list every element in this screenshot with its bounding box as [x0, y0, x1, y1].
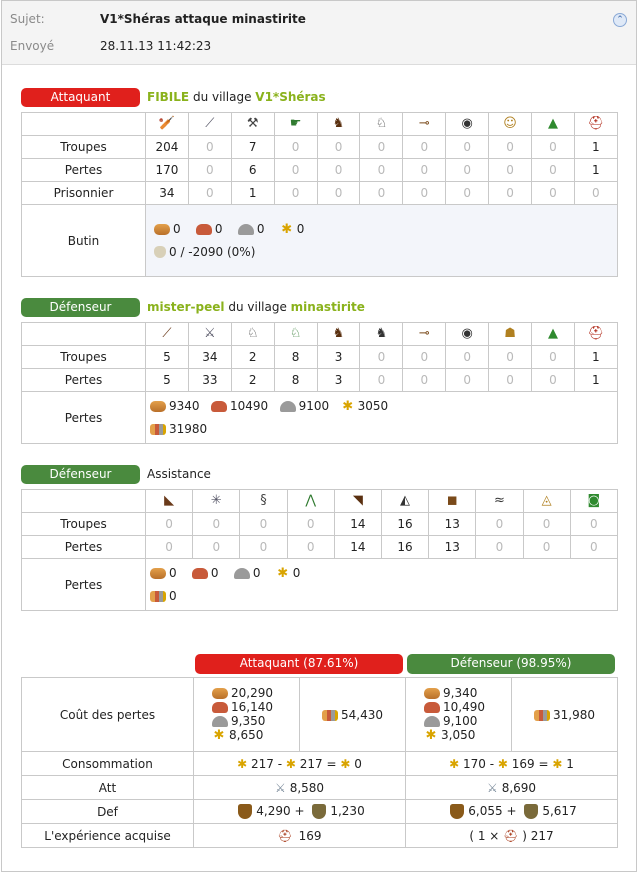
boar-icon: [334, 490, 381, 513]
def-cost-wood: 9,340: [443, 686, 478, 701]
def-loss-wood: 9340: [169, 399, 200, 414]
unit-count: 1: [231, 182, 274, 205]
attacker-row-troops: [22, 136, 618, 159]
def-loss-iron: 9100: [298, 399, 330, 414]
assistance-unit-icons-row: [22, 490, 618, 513]
defender-row-losses: [22, 369, 618, 392]
scout-icon: [274, 113, 317, 136]
def-cost-clay: 10,490: [443, 700, 485, 715]
scout-icon-glyph: ☛: [289, 116, 302, 131]
crop-consumption-icon: ✱: [237, 756, 248, 771]
att-cost-clay: 16,140: [231, 700, 273, 715]
unit-count: 0: [489, 346, 532, 369]
wood-icon: [150, 401, 166, 412]
unit-count: 14: [334, 536, 381, 559]
defender-row-troops: [22, 346, 618, 369]
iron-icon: [238, 224, 254, 235]
unit-count: 0: [146, 513, 193, 536]
all-resources-icon: [534, 710, 550, 721]
chieftain-icon: [489, 323, 532, 346]
unit-count: 0: [360, 159, 403, 182]
unit-count: 0: [570, 513, 617, 536]
unit-count: 0: [287, 513, 334, 536]
unit-count: 3: [317, 346, 360, 369]
crop-consumption-icon: ✱: [285, 756, 296, 771]
summary-cost-row: [22, 678, 618, 752]
assistance-role-badge: Défenseur: [21, 465, 140, 484]
xp-label: L'expérience acquise: [22, 824, 194, 848]
unit-count: 0: [287, 536, 334, 559]
all-resources-icon: [322, 710, 338, 721]
unit-count: 34: [188, 346, 231, 369]
unit-count: 0: [574, 182, 617, 205]
sent-label: Envoyé: [10, 39, 55, 53]
assistance-title: Assistance: [147, 467, 211, 481]
def-def-a: 6,055: [468, 804, 503, 818]
rat-icon: [146, 490, 193, 513]
unit-count: 0: [193, 536, 240, 559]
snake-icon: [240, 490, 287, 513]
paladin-icon: [317, 113, 360, 136]
snake-icon-glyph: §: [260, 493, 267, 508]
consumption-label: Consommation: [22, 752, 194, 776]
unit-count: 0: [193, 513, 240, 536]
att-cost-wood: 20,290: [231, 686, 273, 701]
def-loss-crop: 3050: [357, 399, 389, 414]
summary-consumption-row: [22, 752, 618, 776]
unit-count: 0: [476, 513, 523, 536]
att-cons-r: 0: [354, 756, 362, 771]
unit-count: 13: [429, 513, 476, 536]
infantry-defense-icon: [238, 804, 252, 819]
bat-icon-glyph: ⋀: [305, 493, 316, 508]
unit-count: 0: [446, 136, 489, 159]
def-xp-pre: ( 1 ×: [469, 828, 500, 843]
unit-count: 1: [574, 369, 617, 392]
attacker-headline: [147, 90, 326, 104]
defender-headline: [147, 300, 365, 314]
assistance-troops-table: [21, 489, 618, 611]
unit-count: 16: [381, 536, 428, 559]
iron-icon: [280, 401, 296, 412]
unit-count: 0: [317, 159, 360, 182]
unit-count: 0: [532, 159, 575, 182]
theutates-thunder-icon-glyph: ♘: [289, 326, 302, 341]
haeduan-icon: [360, 323, 403, 346]
crop-consumption-icon: ✱: [497, 756, 508, 771]
attacker-booty-row: [22, 205, 618, 277]
clay-icon: [211, 401, 227, 412]
hero-helmet-icon: ⛑: [503, 828, 519, 843]
swordsman-icon-glyph: ⚔: [204, 326, 216, 341]
summary-defender-header: Défenseur (98.95%): [407, 654, 615, 674]
unit-count: 34: [146, 182, 189, 205]
def-cost-total: 31,980: [553, 707, 595, 722]
summary-def-row: [22, 800, 618, 824]
attacker-row-prisoners: [22, 182, 618, 205]
empty-cell: [22, 113, 146, 136]
club-icon-glyph: 🏏: [158, 116, 176, 131]
druidrider-icon-glyph: ♞: [332, 326, 345, 341]
unit-count: 1: [574, 136, 617, 159]
unit-count: 2: [231, 346, 274, 369]
tiger-icon: [523, 490, 570, 513]
att-attack-value: 8,580: [289, 780, 325, 795]
def-cost-iron: 9,100: [443, 714, 478, 729]
unit-count: 0: [532, 369, 575, 392]
unit-count: 0: [188, 136, 231, 159]
unit-count: 0: [403, 136, 446, 159]
unit-count: 5: [146, 346, 189, 369]
bear-icon: [429, 490, 476, 513]
defender-troops-table: [21, 322, 618, 444]
cavalry-defense-icon: [524, 804, 538, 819]
infantry-defense-icon: [450, 804, 464, 819]
crop-consumption-icon: ✱: [552, 756, 563, 771]
attacker-row-losses: [22, 159, 618, 182]
crop-icon: ✱: [281, 221, 293, 237]
attacker-unit-icons-row: [22, 113, 618, 136]
elephant-icon-glyph: ◙: [587, 493, 601, 508]
defender-losses-cell: [146, 392, 618, 444]
catapult-icon: [446, 113, 489, 136]
unit-count: 0: [317, 136, 360, 159]
unit-count: 0: [360, 136, 403, 159]
def-attack-value-cell: [406, 776, 618, 800]
tiger-icon-glyph: ◬: [541, 493, 552, 508]
unit-count: 0: [188, 159, 231, 182]
def-cons-a: 170: [463, 756, 486, 771]
unit-count: 0: [274, 136, 317, 159]
unit-count: 8: [274, 346, 317, 369]
crop-icon: ✱: [342, 398, 354, 414]
chieftain-icon-glyph: ☗: [504, 326, 516, 341]
unit-count: 0: [446, 369, 489, 392]
unit-count: 0: [240, 513, 287, 536]
elephant-icon: [570, 490, 617, 513]
sent-date: 28.11.13 11:42:23: [100, 39, 212, 53]
iron-icon: [234, 568, 250, 579]
hero-icon: [574, 113, 617, 136]
ram-icon: [403, 113, 446, 136]
unit-count: 0: [274, 159, 317, 182]
att-xp-cell: [194, 824, 406, 848]
hero-icon: [574, 323, 617, 346]
unit-count: 0: [446, 182, 489, 205]
defender-losses-label: Pertes: [22, 392, 146, 444]
def-cost-resources: [406, 678, 512, 752]
unit-count: 0: [360, 369, 403, 392]
att-cons-b: 217: [299, 756, 323, 771]
paladin-icon-glyph: ♞: [332, 116, 345, 131]
spider-icon: [193, 490, 240, 513]
iron-icon: [424, 716, 440, 727]
booty-wood: 0: [173, 222, 181, 237]
att-def-b: 1,230: [330, 804, 365, 818]
crop-consumption-icon: ✱: [340, 756, 351, 771]
report-subject: V1*Shéras attaque minastirite: [100, 12, 306, 26]
all-resources-icon: [150, 591, 166, 602]
unit-count: 1: [574, 346, 617, 369]
attacker-village-prefix: du village: [192, 90, 252, 104]
att-cost-iron: 9,350: [231, 714, 266, 729]
crocodile-icon: [476, 490, 523, 513]
booty-cell: [146, 205, 618, 277]
phalanx-icon: [146, 323, 189, 346]
phalanx-icon-glyph: ⟋: [162, 326, 172, 341]
bear-icon-glyph: ◼: [446, 493, 458, 508]
unit-count: 0: [446, 346, 489, 369]
theutates-thunder-icon: [274, 323, 317, 346]
def-cost-crop: 3,050: [441, 728, 476, 743]
ast-loss-crop: 0: [292, 566, 301, 581]
att-xp: 169: [298, 828, 322, 843]
unit-count: 0: [188, 182, 231, 205]
row-label: Pertes: [22, 369, 146, 392]
ast-loss-clay: 0: [210, 566, 219, 581]
unit-count: 0: [532, 346, 575, 369]
unit-count: 0: [489, 369, 532, 392]
crop-consumption-icon: ✱: [449, 756, 460, 771]
unit-count: 0: [403, 346, 446, 369]
att-cost-crop: 8,650: [229, 728, 264, 743]
empty-cell: [22, 490, 146, 513]
crocodile-icon-glyph: ≈: [493, 493, 505, 508]
def-cost-total-cell: [512, 678, 618, 752]
def-label: Def: [22, 800, 194, 824]
unit-count: 0: [403, 369, 446, 392]
unit-count: 0: [489, 182, 532, 205]
def-cons-r: 1: [566, 756, 574, 771]
axe-icon: [231, 113, 274, 136]
attacker-village-link[interactable]: V1*Shéras: [255, 90, 326, 104]
settler-icon-glyph: ▲: [547, 116, 558, 131]
unit-count: 170: [146, 159, 189, 182]
def-consumption: ✱ 170 - ✱ 169 = ✱ 1: [406, 752, 618, 776]
def-attack-value: 8,690: [501, 780, 537, 795]
crop-icon: ✱: [213, 727, 225, 743]
assistance-row-losses: [22, 536, 618, 559]
spear-icon: [188, 113, 231, 136]
summary-table: [21, 677, 618, 848]
booty-iron: 0: [256, 222, 265, 237]
att-cost-total-cell: [300, 678, 406, 752]
clay-icon: [196, 224, 212, 235]
iron-icon: [212, 716, 228, 727]
swordsman-icon: [188, 323, 231, 346]
wood-icon: [150, 568, 166, 579]
ast-loss-total: 0: [169, 588, 177, 603]
catapult-icon-glyph: ◉: [461, 116, 473, 131]
unit-count: 0: [532, 182, 575, 205]
trebuchet-icon: [446, 323, 489, 346]
bat-icon: [287, 490, 334, 513]
defender-role-badge: Défenseur: [21, 298, 140, 317]
unit-count: 0: [146, 536, 193, 559]
hero-icon-glyph: ⛑: [587, 116, 605, 131]
assistance-losses-row: [22, 559, 618, 611]
unit-count: 0: [240, 536, 287, 559]
ram-icon-glyph: ⊸: [418, 116, 430, 131]
assistance-losses-cell: [146, 559, 618, 611]
crop-icon: ✱: [277, 565, 289, 581]
rat-icon-glyph: ◣: [164, 493, 175, 508]
unit-count: 0: [570, 536, 617, 559]
row-label: Pertes: [22, 159, 146, 182]
attacker-role-badge: Attaquant: [21, 88, 140, 107]
row-label: Pertes: [22, 536, 146, 559]
defender-unit-icons-row: [22, 323, 618, 346]
unit-count: 33: [188, 369, 231, 392]
crossed-swords-icon: ⚔: [486, 780, 498, 795]
teutonic-knight-icon-glyph: ♘: [375, 116, 388, 131]
unit-count: 0: [360, 346, 403, 369]
ram-icon: [403, 323, 446, 346]
unit-count: 0: [523, 513, 570, 536]
assistance-losses-label: Pertes: [22, 559, 146, 611]
wolf-icon: [381, 490, 428, 513]
ast-loss-iron: 0: [252, 566, 261, 581]
collapse-toggle-icon[interactable]: ⌃: [613, 13, 627, 27]
unit-count: 0: [360, 182, 403, 205]
settler-icon-glyph: ▲: [547, 326, 558, 341]
unit-count: 14: [334, 513, 381, 536]
booty-clay: 0: [214, 222, 223, 237]
unit-count: 8: [274, 369, 317, 392]
attacker-player-link[interactable]: FIBILE: [147, 90, 190, 104]
row-label: Prisonnier: [22, 182, 146, 205]
settler-icon: [532, 113, 575, 136]
clay-icon: [424, 702, 440, 713]
unit-count: 204: [146, 136, 189, 159]
druidrider-icon: [317, 323, 360, 346]
unit-count: 0: [403, 159, 446, 182]
unit-count: 5: [146, 369, 189, 392]
def-def-b: 5,617: [542, 804, 577, 818]
defender-player-link[interactable]: mister-peel: [147, 300, 225, 314]
unit-count: 0: [476, 536, 523, 559]
att-cost-total: 54,430: [341, 707, 383, 722]
hero-icon-glyph: ⛑: [587, 326, 605, 341]
unit-count: 6: [231, 159, 274, 182]
unit-count: 0: [489, 136, 532, 159]
summary-xp-row: [22, 824, 618, 848]
def-xp-cell: [406, 824, 618, 848]
defender-losses-row: [22, 392, 618, 444]
carry-bag-icon: [154, 246, 166, 258]
all-resources-icon: [150, 424, 166, 435]
attacker-troops-table: [21, 112, 618, 277]
att-cons-a: 217: [251, 756, 274, 771]
club-icon: [146, 113, 189, 136]
trebuchet-icon-glyph: ◉: [461, 326, 473, 341]
unit-count: 0: [403, 182, 446, 205]
haeduan-icon-glyph: ♞: [375, 326, 388, 341]
chief-icon: [489, 113, 532, 136]
unit-count: 3: [317, 369, 360, 392]
unit-count: 16: [381, 513, 428, 536]
unit-count: 1: [574, 159, 617, 182]
subject-label: Sujet:: [10, 12, 45, 26]
pathfinder-icon: [231, 323, 274, 346]
spear-icon-glyph: ⟋: [205, 116, 215, 131]
unit-count: 0: [532, 136, 575, 159]
att-label: Att: [22, 776, 194, 800]
teutonic-knight-icon: [360, 113, 403, 136]
unit-count: 0: [317, 182, 360, 205]
boar-icon-glyph: ◥: [352, 493, 363, 508]
report-frame: [1, 0, 637, 872]
summary-attacker-header: Attaquant (87.61%): [195, 654, 403, 674]
axe-icon-glyph: ⚒: [246, 116, 259, 131]
def-defense-value-cell: 6,055 + 5,617: [406, 800, 618, 824]
row-label: Troupes: [22, 136, 146, 159]
booty-label: Butin: [22, 205, 146, 277]
report-header: [2, 1, 636, 65]
defender-village-link[interactable]: minastirite: [290, 300, 365, 314]
ast-loss-wood: 0: [169, 566, 177, 581]
wolf-icon-glyph: ◭: [400, 493, 411, 508]
row-label: Troupes: [22, 346, 146, 369]
unit-count: 2: [231, 369, 274, 392]
def-loss-clay: 10490: [230, 399, 269, 414]
wood-icon: [424, 688, 440, 699]
cost-label: Coût des pertes: [22, 678, 194, 752]
clay-icon: [192, 568, 208, 579]
booty-crop: 0: [296, 222, 305, 237]
unit-count: 13: [429, 536, 476, 559]
unit-count: 0: [446, 159, 489, 182]
assistance-row-troops: [22, 513, 618, 536]
unit-count: 7: [231, 136, 274, 159]
unit-count: 0: [523, 536, 570, 559]
att-cost-resources: [194, 678, 300, 752]
wood-icon: [212, 688, 228, 699]
empty-cell: [22, 323, 146, 346]
def-loss-total: 31980: [169, 421, 208, 436]
cavalry-defense-icon: [312, 804, 326, 819]
def-xp-post: ) 217: [522, 828, 554, 843]
crossed-swords-icon: ⚔: [274, 780, 286, 795]
att-def-a: 4,290: [256, 804, 291, 818]
hero-helmet-icon: ⛑: [277, 828, 293, 843]
ram-icon-glyph: ⊸: [418, 326, 430, 341]
att-consumption: ✱ 217 - ✱ 217 = ✱ 0: [194, 752, 406, 776]
chief-icon-glyph: ☺: [503, 116, 517, 131]
att-attack-value-cell: [194, 776, 406, 800]
settler-icon: [532, 323, 575, 346]
summary-att-row: [22, 776, 618, 800]
booty-carry: 0 / -2090 (0%): [169, 244, 256, 259]
pathfinder-icon-glyph: ♘: [246, 326, 259, 341]
defender-village-prefix: du village: [228, 300, 287, 314]
crop-icon: ✱: [425, 727, 437, 743]
unit-count: 0: [489, 159, 532, 182]
row-label: Troupes: [22, 513, 146, 536]
spider-icon-glyph: ✳: [210, 493, 222, 508]
wood-icon: [154, 224, 170, 235]
unit-count: 0: [274, 182, 317, 205]
def-cons-b: 169: [511, 756, 535, 771]
att-defense-value-cell: 4,290 + 1,230: [194, 800, 406, 824]
clay-icon: [212, 702, 228, 713]
